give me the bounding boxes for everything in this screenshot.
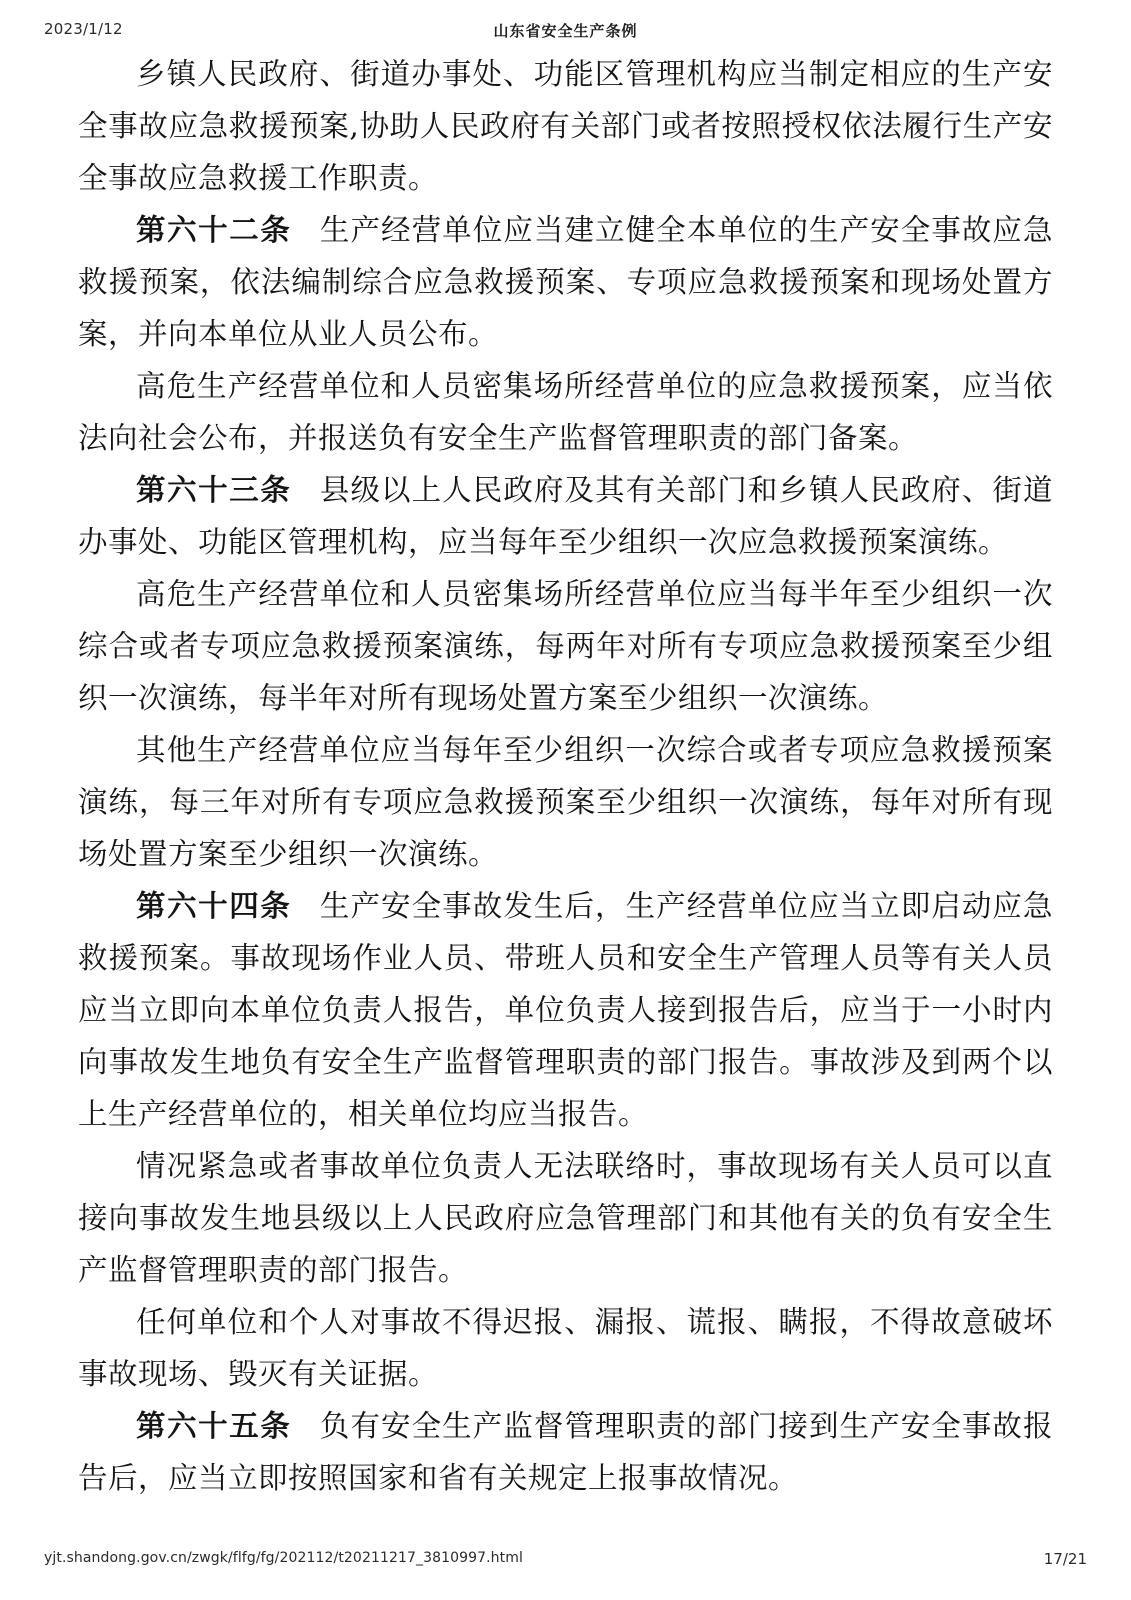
article-paragraph	[78, 1400, 1053, 1504]
header-date: 2023/1/12	[44, 20, 123, 38]
body-paragraph	[78, 724, 1053, 880]
document-body	[78, 48, 1053, 1504]
article-number: 第六十二条	[136, 212, 292, 247]
article-number: 第六十四条	[136, 888, 292, 923]
header-title: 山东省安全生产条例	[493, 22, 638, 40]
paragraph-text: 负有安全生产监督管理职责的部门接到生产安全事故报告后，应当立即按照国家和省有关规定上报事故情况。	[78, 1409, 1053, 1495]
paragraph-text: 任何单位和个人对事故不得迟报、漏报、谎报、瞒报，不得故意破坏事故现场、毁灭有关证据。	[78, 1305, 1053, 1391]
footer-source-url: yjt.shandong.gov.cn/zwgk/flfg/fg/202112/t20211217_3810997.html	[44, 1550, 523, 1566]
paragraph-text: 生产经营单位应当建立健全本单位的生产安全事故应急救援预案，依法编制综合应急救援预案、专项应急救援预案和现场处置方案，并向本单位从业人员公布。	[78, 213, 1053, 351]
paragraph-text: 高危生产经营单位和人员密集场所经营单位应当每半年至少组织一次综合或者专项应急救援预案演练，每两年对所有专项应急救援预案至少组织一次演练，每半年对所有现场处置方案至少组织一次演练。	[78, 577, 1053, 715]
body-paragraph	[78, 48, 1053, 204]
body-paragraph	[78, 568, 1053, 724]
article-number: 第六十三条	[136, 472, 292, 507]
article-paragraph	[78, 204, 1053, 360]
page-header	[0, 20, 1131, 46]
paragraph-text: 乡镇人民政府、街道办事处、功能区管理机构应当制定相应的生产安全事故应急救援预案,协助人民政府有关部门或者按照授权依法履行生产安全事故应急救援工作职责。	[78, 57, 1053, 195]
paragraph-text: 生产安全事故发生后，生产经营单位应当立即启动应急救援预案。事故现场作业人员、带班人员和安全生产管理人员等有关人员应当立即向本单位负责人报告，单位负责人接到报告后，应当于一小时内向事故发生地负有安全生产监督管理职责的部门报告。事故涉及到两个以上生产经营单位的，相关单位均应当报告。	[78, 889, 1053, 1131]
article-paragraph	[78, 464, 1053, 568]
body-paragraph	[78, 360, 1053, 464]
article-number: 第六十五条	[136, 1408, 292, 1443]
article-paragraph	[78, 880, 1053, 1140]
paragraph-text: 高危生产经营单位和人员密集场所经营单位的应急救援预案，应当依法向社会公布，并报送负有安全生产监督管理职责的部门备案。	[78, 369, 1053, 455]
body-paragraph	[78, 1140, 1053, 1296]
page-footer	[0, 1550, 1131, 1574]
footer-page-number: 17/21	[1043, 1550, 1087, 1568]
paragraph-text: 情况紧急或者事故单位负责人无法联络时，事故现场有关人员可以直接向事故发生地县级以上人民政府应急管理部门和其他有关的负有安全生产监督管理职责的部门报告。	[78, 1149, 1053, 1287]
body-paragraph	[78, 1296, 1053, 1400]
paragraph-text: 县级以上人民政府及其有关部门和乡镇人民政府、街道办事处、功能区管理机构，应当每年至少组织一次应急救援预案演练。	[78, 473, 1053, 559]
paragraph-text: 其他生产经营单位应当每年至少组织一次综合或者专项应急救援预案演练，每三年对所有专项应急救援预案至少组织一次演练，每年对所有现场处置方案至少组织一次演练。	[78, 733, 1053, 871]
